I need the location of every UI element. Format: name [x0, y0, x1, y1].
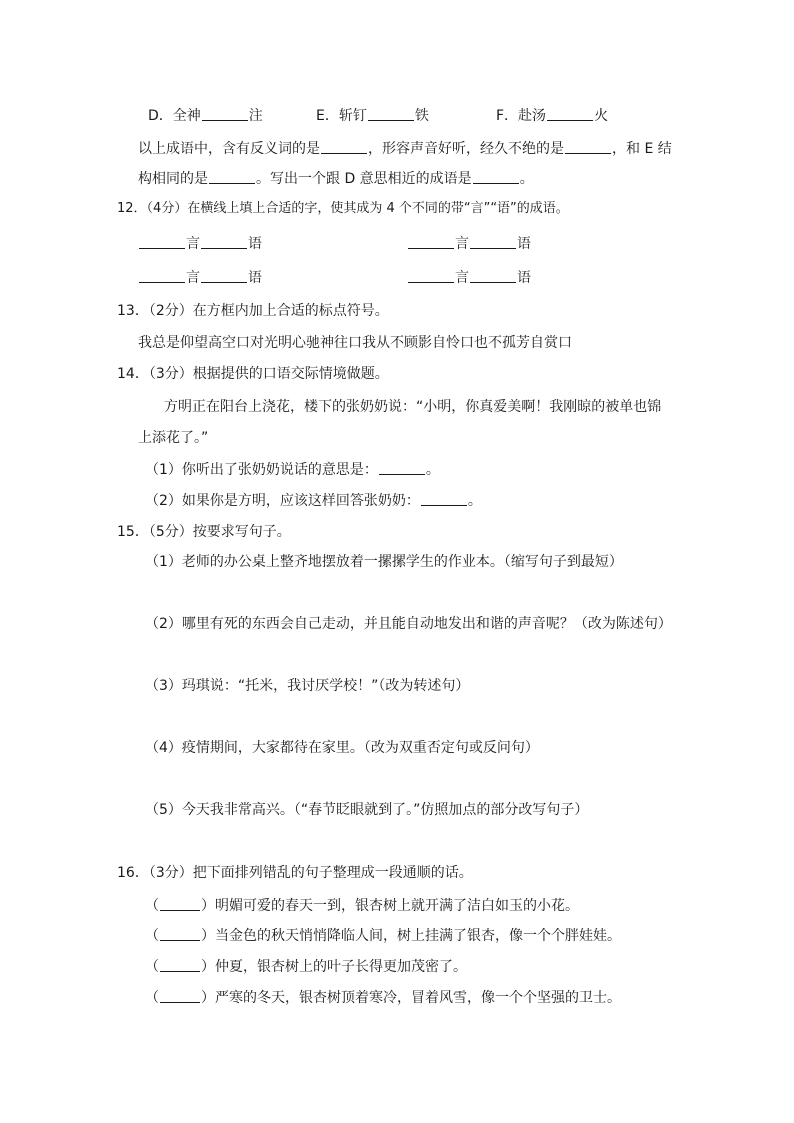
q11-option-e-suffix: 铁	[414, 108, 429, 124]
q12-item-1-blank-1[interactable]	[139, 234, 185, 249]
q12-item-3	[138, 267, 262, 287]
q11-option-f-blank[interactable]	[547, 106, 593, 121]
q16-item-2-text: 当金色的秋天悄悄降临人间，树上挂满了银杏，像一个个胖娃娃。	[215, 928, 621, 944]
q11-text-a: 以上成语中，含有反义词的是	[138, 141, 320, 157]
q12-item-2-blank-2[interactable]	[470, 234, 516, 249]
q14-paragraph-line-2: 上添花了。”	[138, 430, 209, 446]
q12-item-4	[407, 267, 531, 287]
q14-sub-1	[145, 460, 440, 480]
q16-item-4-open: （	[145, 990, 159, 1006]
q16-item-2	[145, 926, 621, 946]
q16-item-3	[145, 957, 467, 977]
q11-blank-antonym[interactable]	[321, 139, 367, 154]
q16-item-2-blank[interactable]	[160, 926, 200, 941]
q12-item-2	[407, 233, 531, 253]
q12-yu: 语	[517, 270, 531, 286]
q15-item-5: （5）今天我非常高兴。（“春节眨眼就到了。”仿照加点的部分改写句子）	[145, 802, 589, 818]
q11-option-e	[316, 105, 429, 125]
q11-text-d: 构相同的是	[138, 171, 208, 187]
q12-yan: 言	[186, 270, 200, 286]
q12-yu: 语	[248, 236, 262, 252]
q14-sub-2	[145, 491, 482, 511]
q16-item-1-text: 明媚可爱的春天一到，银杏树上就开满了洁白如玉的小花。	[215, 898, 579, 914]
q14-title: 14．（3分）根据提供的口语交际情境做题。	[117, 366, 389, 382]
q14-sub-1-blank[interactable]	[379, 460, 425, 475]
q11-blank-synonym[interactable]	[473, 169, 519, 184]
q12-item-1	[138, 233, 262, 253]
q14-sub-1-text: （1）你听出了张奶奶说话的意思是：	[145, 462, 378, 478]
q11-text-c: ，和 E 结	[612, 141, 672, 157]
q15-item-1: （1）老师的办公桌上整齐地摆放着一摞摞学生的作业本。（缩写句子到最短）	[145, 554, 623, 570]
q12-item-2-blank-1[interactable]	[408, 234, 454, 249]
q16-item-1-blank[interactable]	[160, 896, 200, 911]
q11-text-e: 。写出一个跟 D 意思相近的成语是	[256, 171, 472, 187]
q14-sub-2-end: 。	[467, 493, 482, 509]
q15-item-4: （4）疫情期间，大家都待在家里。（改为双重否定句或反问句）	[145, 740, 539, 756]
q16-item-4-close: ）	[201, 990, 215, 1006]
q12-item-4-blank-2[interactable]	[470, 268, 516, 283]
q14-sub-2-text: （2）如果你是方明，应该这样回答张奶奶：	[145, 493, 420, 509]
q13-sentence: 我总是仰望高空口对光明心驰神往口我从不顾影自怜口也不孤芳自赏口	[138, 335, 572, 351]
q16-item-1	[145, 896, 579, 916]
q11-option-f	[496, 105, 608, 125]
q16-item-1-close: ）	[201, 898, 215, 914]
q15-title: 15．（5分）按要求写句子。	[117, 524, 291, 540]
q16-item-4-blank[interactable]	[160, 988, 200, 1003]
q12-item-1-blank-2[interactable]	[201, 234, 247, 249]
q11-blank-structure[interactable]	[209, 169, 255, 184]
q16-item-4-text: 严寒的冬天，银杏树顶着寒冷，冒着风雪，像一个个坚强的卫士。	[215, 990, 621, 1006]
q16-item-3-text: 仲夏，银杏树上的叶子长得更加茂密了。	[215, 959, 467, 975]
q16-item-3-open: （	[145, 959, 159, 975]
q15-item-2: （2）哪里有死的东西会自己走动，并且能自动地发出和谐的声音呢？（改为陈述句）	[145, 616, 672, 632]
q11-blank-sound[interactable]	[565, 139, 611, 154]
q11-option-e-blank[interactable]	[368, 106, 414, 121]
q13-title: 13．（2分）在方框内加上合适的标点符号。	[117, 303, 389, 319]
q11-option-d-suffix: 注	[248, 108, 263, 124]
q11-text-b: ，形容声音好听，经久不绝的是	[368, 141, 564, 157]
q15-item-3: （3）玛琪说：“托米，我讨厌学校！”（改为转述句）	[145, 678, 470, 694]
q12-yan: 言	[455, 270, 469, 286]
q16-item-4	[145, 988, 621, 1008]
q16-item-3-close: ）	[201, 959, 215, 975]
q11-option-d	[148, 105, 263, 125]
q16-item-2-open: （	[145, 928, 159, 944]
q16-item-2-close: ）	[201, 928, 215, 944]
q11-option-d-blank[interactable]	[202, 106, 248, 121]
q16-title: 16．（3分）把下面排列错乱的句子整理成一段通顺的话。	[117, 865, 473, 881]
q11-option-f-suffix: 火	[594, 108, 609, 124]
q12-yan: 言	[186, 236, 200, 252]
q16-item-1-open: （	[145, 898, 159, 914]
q12-yu: 语	[517, 236, 531, 252]
q11-text-f: 。	[519, 171, 534, 187]
q12-yan: 言	[455, 236, 469, 252]
q11-option-f-prefix: F．赴汤	[496, 108, 547, 124]
q11-question-line-2	[138, 169, 534, 189]
q14-paragraph-line-1: 方明正在阳台上浇花，楼下的张奶奶说：“小明，你真爱美啊！我刚晾的被单也锦	[164, 399, 662, 415]
q12-item-4-blank-1[interactable]	[408, 268, 454, 283]
q16-item-3-blank[interactable]	[160, 957, 200, 972]
q11-option-e-prefix: E．斩钉	[316, 108, 367, 124]
q11-question-line-1	[138, 139, 672, 159]
q12-item-3-blank-1[interactable]	[139, 268, 185, 283]
q11-option-d-prefix: D．全神	[148, 108, 201, 124]
q12-title: 12．（4分）在横线上填上合适的字，使其成为 4 个不同的带“言”“语”的成语。	[117, 201, 569, 216]
q14-sub-2-blank[interactable]	[421, 491, 467, 506]
q12-item-3-blank-2[interactable]	[201, 268, 247, 283]
q12-yu: 语	[248, 270, 262, 286]
q14-sub-1-end: 。	[425, 462, 440, 478]
